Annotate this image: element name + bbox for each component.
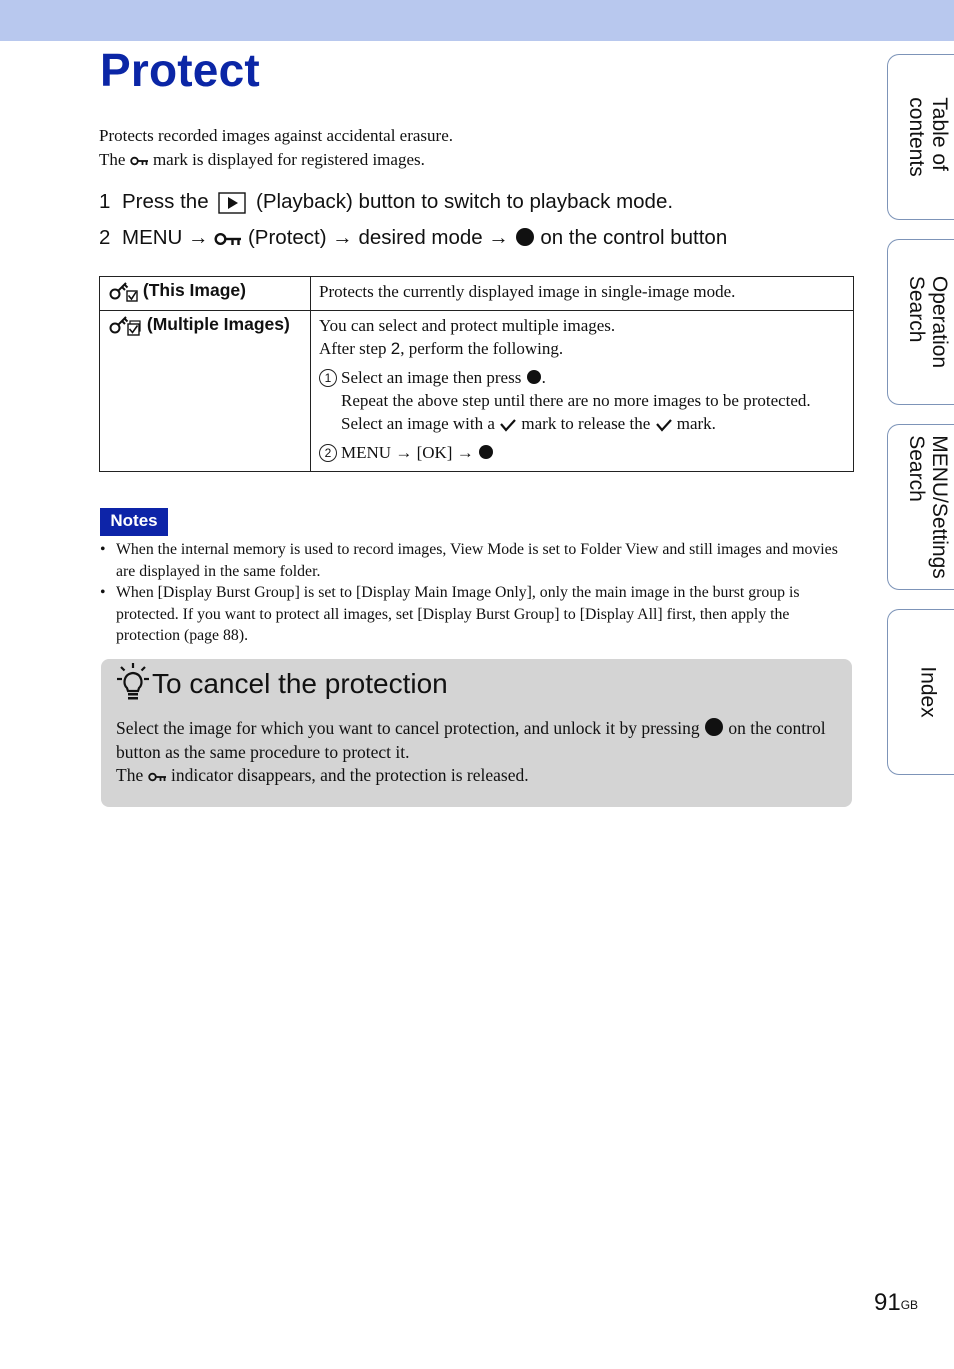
intro-line-1: Protects recorded images against accidental erasure.: [99, 126, 454, 145]
key-icon: [130, 156, 149, 166]
page-number: $91^{GB}$: [874, 1289, 919, 1316]
header-bar: [0, 0, 954, 41]
list-item: • When the internal memory is used to record images, View Mode is set to Folder View and still images and movies are displayed in the same folder.: [99, 539, 853, 582]
center-button-dot-icon: [527, 370, 541, 384]
key-icon: [148, 772, 167, 782]
description-cell: Protects the currently displayed image in single-image mode.: [311, 277, 854, 311]
notes-label: Notes: [100, 508, 168, 536]
step-2: 2 MENU → (Protect) → desired mode → on the control button: [99, 226, 728, 249]
hint-heading: To cancel the protection: [152, 668, 448, 699]
list-item: • When [Display Burst Group] is set to [Display Main Image Only], only the main image in the burst group is protected. If you want to protect all images, set [Display Burst Group] to [Display All] first, then apply the protection (page 88).: [99, 582, 853, 647]
table-row: [100, 311, 854, 472]
arrow: →: [332, 226, 353, 249]
protect-multiple-images-icon: [108, 313, 142, 337]
arrow: →: [488, 226, 509, 249]
arrow: →: [456, 443, 474, 462]
description-cell: You can select and protect multiple images. After step 2, perform the following. 1 Select an image then press . Repeat the above step until there are no more images to be protected. Select an image with a mark to release the mark. 2 MENU → [OK] →: [311, 311, 854, 472]
intro-line-2: The mark is displayed for registered images.: [99, 150, 425, 169]
tab-table-of-contents[interactable]: Table of contents: [887, 54, 954, 220]
key-icon: [214, 232, 242, 246]
center-button-dot-icon: [705, 718, 723, 736]
hint-box: [101, 659, 852, 807]
protect-modes-table: [99, 276, 854, 472]
notes-list: [99, 539, 853, 647]
mode-cell: (This Image): [100, 277, 311, 311]
center-button-dot-icon: [479, 445, 493, 459]
table-row: [100, 277, 854, 311]
substep-1: 1 Select an image then press . Repeat the above step until there are no more images to be protected. Select an image with a mark to release the mark.: [319, 366, 845, 435]
intro-text: [99, 124, 453, 172]
tab-menu-settings-search[interactable]: MENU/Settings Search: [887, 424, 954, 590]
mode-cell: (Multiple Images): [100, 311, 311, 472]
protect-this-image-icon: [108, 280, 138, 302]
hint-bulb-icon: [116, 662, 150, 702]
circled-number: 2: [319, 444, 337, 462]
tab-index[interactable]: Index: [887, 609, 954, 775]
checkmark-icon: [655, 418, 673, 432]
center-button-dot-icon: [516, 228, 534, 246]
arrow: →: [188, 226, 209, 249]
step-1: 1 Press the (Playback) button to switch to playback mode.: [99, 190, 674, 213]
arrow: →: [395, 443, 413, 462]
checkmark-icon: [499, 418, 517, 432]
tab-operation-search[interactable]: Operation Search: [887, 239, 954, 405]
circled-number: 1: [319, 369, 337, 387]
substep-2: 2 MENU → [OK] →: [319, 441, 845, 464]
hint-body: Select the image for which you want to cancel protection, and unlock it by pressing on the control button as the same procedure to protect it. The indicator disappears, and the protection is released.: [116, 718, 826, 785]
page-title: Protect: [100, 44, 260, 96]
playback-icon: [218, 192, 246, 214]
